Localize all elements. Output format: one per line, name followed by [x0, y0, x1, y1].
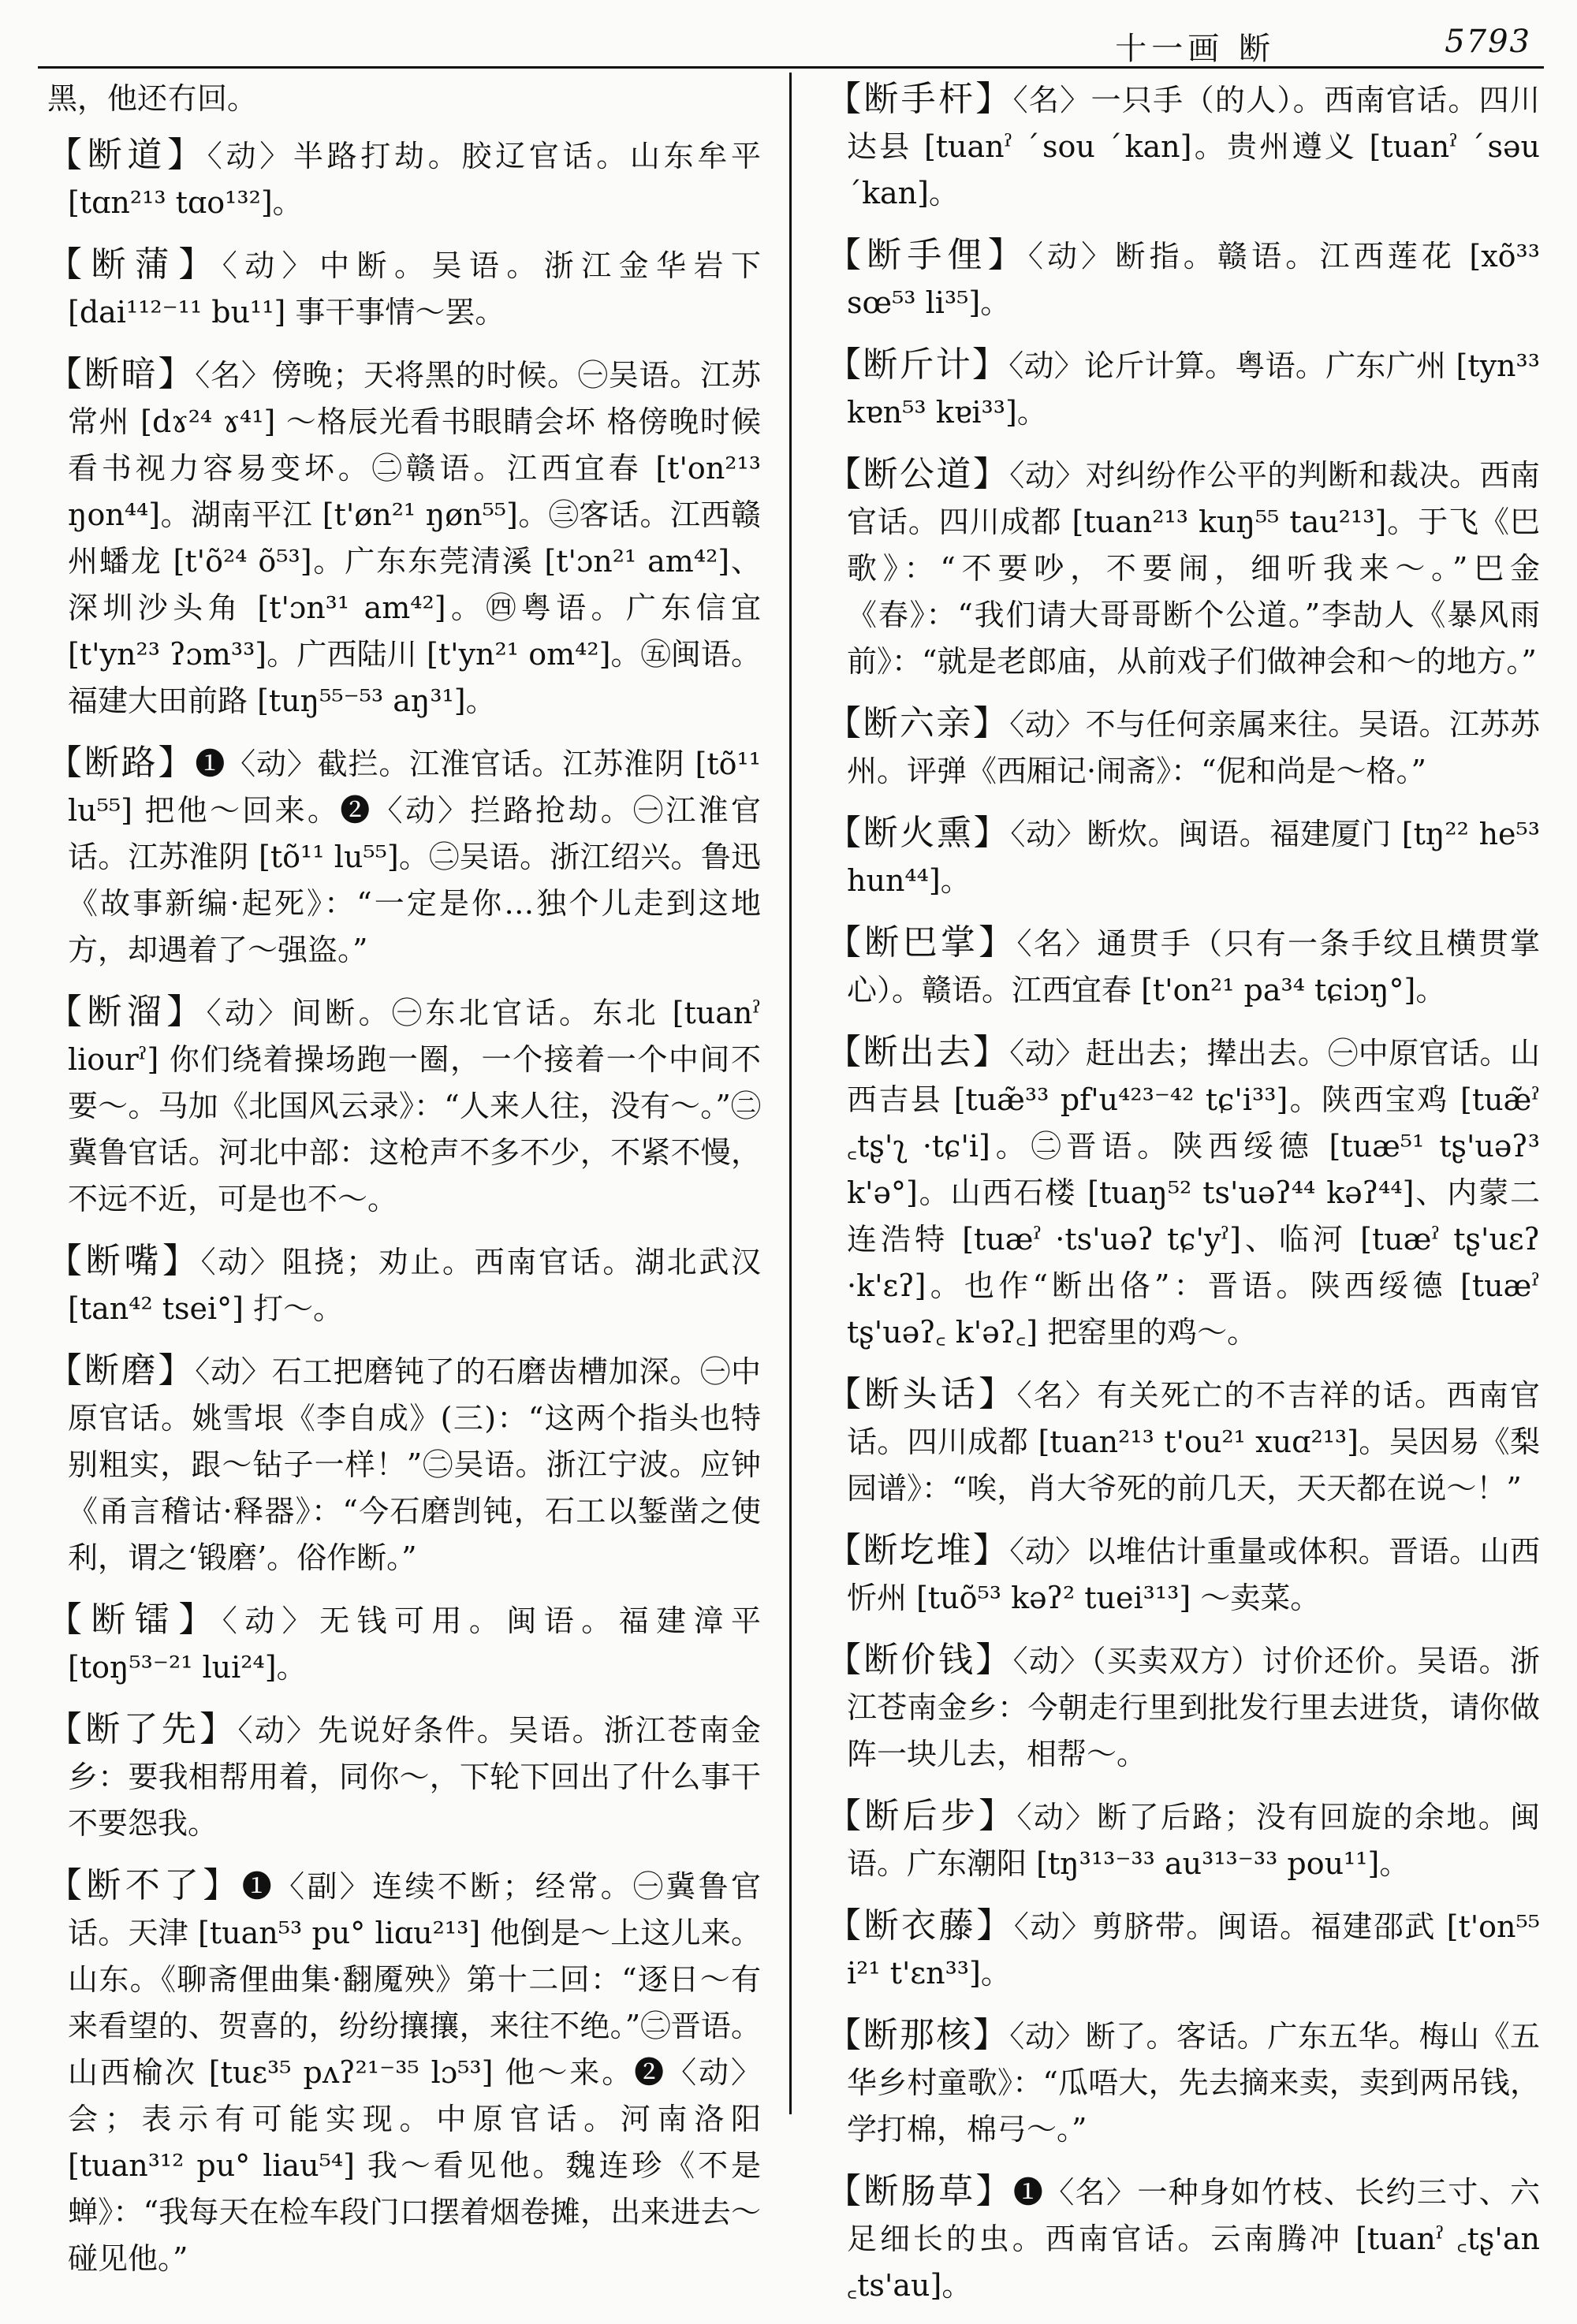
entry-definition: 〈动〉半路打劫。胶辽官话。山东牟平 [tɑn²¹³ tɑo¹³²]。 [68, 139, 761, 220]
entry-definition: 〈动〉间断。㊀东北官话。东北 [tuanˀ liourˀ] 你们绕着操场跑一圈，一个接着一个中间不要～。马加《北国风云录》：“人来人往，没有～。”㊁冀鲁官话。河北中部：这枪声不多不少，不紧不慢，不远不近，可是也不～。 [68, 996, 761, 1216]
entry-headword: 【断路】 [47, 743, 196, 783]
entry-definition: 〈动〉中断。吴语。浙江金华岩下 [dai¹¹²⁻¹¹ bu¹¹] 事干事情～罢。 [68, 248, 761, 330]
entry-headword: 【断巴掌】 [826, 922, 1017, 963]
dictionary-entry [826, 2012, 1540, 2153]
dictionary-entry [47, 1596, 761, 1691]
entry-definition: 〈名〉有关死亡的不吉祥的话。西南官话。四川成都 [tuan²¹³ t'ou²¹ xuɑ²¹³]。吴因易《梨园谱》：“唉，肖大爷死的前几天，天天都在说～！” [847, 1378, 1540, 1506]
entry-headword: 【断公道】 [826, 454, 1010, 494]
entry-headword: 【断道】 [47, 135, 207, 175]
dictionary-entry [47, 1862, 761, 2282]
entry-definition: 〈动〉无钱可用。闽语。福建漳平 [toŋ⁵³⁻²¹ lui²⁴]。 [68, 1603, 761, 1685]
entry-headword: 【断手杆】 [826, 79, 1013, 119]
right-entries [826, 76, 1540, 2309]
entry-definition: 〈动〉剪脐带。闽语。福建邵武 [t'on⁵⁵ i²¹ t'ɛn³³]。 [847, 1909, 1540, 1991]
page-header [0, 20, 1531, 65]
dictionary-entry [47, 351, 761, 724]
dictionary-entry [47, 989, 761, 1223]
entry-headword: 【断溜】 [47, 992, 207, 1032]
entry-headword: 【断手俚】 [826, 235, 1028, 275]
entry-definition: 〈动〉对纠纷作公平的判断和裁决。西南官话。四川成都 [tuan²¹³ kuŋ⁵⁵ tau²¹³]。于飞《巴歌》：“不要吵，不要闹，细听我来～。”巴金《春》：“我们请大哥哥断个公道。”李劼人《暴风雨前》：“就是老郎庙，从前戏子们做神会和～的地方。” [847, 458, 1540, 679]
dictionary-entry [47, 132, 761, 226]
entry-headword: 【断了先】 [47, 1709, 238, 1749]
dictionary-entry [826, 700, 1540, 795]
dictionary-entry [826, 2168, 1540, 2309]
entry-headword: 【断肠草】 [826, 2171, 1013, 2211]
dictionary-entry [47, 241, 761, 336]
dictionary-entry [826, 1793, 1540, 1887]
dictionary-entry [826, 232, 1540, 326]
entry-definition: 〈动〉以堆估计重量或体积。晋语。山西忻州 [tuõ⁵³ kəʔ² tuei³¹³] ～卖菜。 [847, 1534, 1540, 1615]
dictionary-entry [826, 1902, 1540, 1997]
entry-definition: 〈名〉一只手（的人）。西南官话。四川达县 [tuanˀ ˊsou ˊkan]。贵州遵义 [tuanˀ ˊsəu ˊkan]。 [847, 83, 1540, 210]
entry-definition: 〈动〉先说好条件。吴语。浙江苍南金乡：要我相帮用着，同你～，下轮下回出了什么事干不要怨我。 [68, 1713, 761, 1841]
dictionary-entry [826, 76, 1540, 217]
entry-definition: 〈名〉通贯手（只有一条手纹且横贯掌心）。赣语。江西宜春 [t'on²¹ pa³⁴ tɕiɔŋ°]。 [847, 926, 1540, 1007]
dictionary-entry [826, 1029, 1540, 1356]
entry-definition: 〈动〉断了。客话。广东五华。梅山《五华乡村童歌》：“瓜唔大，先去摘来卖，卖到两吊钱，学打棉，棉弓～。” [847, 2019, 1540, 2147]
entry-definition: 〈动〉论斤计算。粤语。广东广州 [tyn³³ kɐn⁵³ kɐi³³]。 [847, 348, 1541, 430]
entry-headword: 【断暗】 [47, 354, 196, 394]
entry-definition: 〈动〉断指。赣语。江西莲花 [xõ³³ sœ⁵³ li³⁵]。 [847, 239, 1540, 320]
page-number: 5793 [1445, 24, 1531, 60]
entry-definition: 〈动〉断了后路；没有回旋的余地。闽语。广东潮阳 [tŋ³¹³⁻³³ au³¹³⁻³³ pou¹¹]。 [847, 1800, 1540, 1881]
entry-definition: ❶〈副〉连续不断；经常。㊀冀鲁官话。天津 [tuan⁵³ pu° liɑu²¹³] 他倒是～上这儿来。山东。《聊斋俚曲集·翻魇殃》第十二回：“逐日～有来看望的、贺喜的，纷纷攘攘，来往不绝。”㊁晋语。山西榆次 [tuɛ³⁵ pʌʔ²¹⁻³⁵ lɔ⁵³] 他～来。❷〈动〉会；表示有可能实现。中原官话。河南洛阳 [tuan³¹² pu° liau⁵⁴] 我～看见他。魏连珍《不是蝉》：“我每天在检车段门口摆着烟卷摊，出来进去～碰见他。” [68, 1869, 761, 2276]
entry-definition: ❶〈名〉一种身如竹枝、长约三寸、六足细长的虫。西南官话。云南腾冲 [tuanˀ ꜀tʂ'an ꜀ts'au]。 [847, 2175, 1540, 2303]
entry-headword: 【断那核】 [826, 2015, 1010, 2055]
entry-definition: 〈动〉不与任何亲属来往。吴语。江苏苏州。评弹《西厢记·闹斋》：“伲和尚是～格。” [847, 707, 1540, 788]
section-heading: 十一画 断 [1115, 31, 1275, 67]
entry-headword: 【断圪堆】 [826, 1530, 1010, 1570]
entry-headword: 【断六亲】 [826, 703, 1010, 743]
entry-headword: 【断价钱】 [826, 1640, 1013, 1680]
right-column [826, 76, 1540, 2324]
entry-headword: 【断头话】 [826, 1374, 1017, 1414]
dictionary-entry [47, 1706, 761, 1847]
entry-headword: 【断后步】 [826, 1796, 1017, 1836]
column-divider [789, 73, 792, 2114]
entry-headword: 【断蒲】 [47, 244, 222, 285]
left-column [47, 76, 761, 2297]
entry-definition: 〈动〉石工把磨钝了的石磨齿槽加深。㊀中原官话。姚雪垠《李自成》(三)：“这两个指头也特别粗实，跟～钻子一样！”㊁吴语。浙江宁波。应钟《甬言稽诂·释器》：“今石磨剀钝，石工以錾凿之使利，谓之‘锻磨’。俗作断。” [68, 1354, 761, 1575]
header-rule [38, 66, 1544, 69]
dictionary-entry [826, 341, 1540, 436]
entry-headword: 【断不了】 [47, 1865, 242, 1905]
entry-definition: 〈动〉阻挠；劝止。西南官话。湖北武汉 [tan⁴² tsei°] 打～。 [68, 1245, 761, 1326]
entry-headword: 【断斤计】 [826, 345, 1009, 385]
entry-definition: ❶〈动〉截拦。江淮官话。江苏淮阴 [tõ¹¹ lu⁵⁵] 把他～回来。❷〈动〉拦路抢劫。㊀江淮官话。江苏淮阴 [tõ¹¹ lu⁵⁵]。㊁吴语。浙江绍兴。鲁迅《故事新编·起死》：“一定是你…独个儿走到这地方，却遇着了～强盗。” [68, 747, 761, 967]
entry-headword: 【断镭】 [47, 1600, 222, 1640]
entry-definition: 〈名〉傍晚；天将黑的时候。㊀吴语。江苏常州 [dɤ²⁴ ɤ⁴¹] ～格辰光看书眼睛会坏 格傍晚时候看书视力容易变坏。㊁赣语。江西宜春 [t'on²¹³ ŋon⁴⁴]。湖南平江 [t'øn²¹ ŋøn⁵⁵]。㊂客话。江西赣州蟠龙 [t'õ²⁴ õ⁵³]。广东东莞清溪 [t'ɔn²¹ am⁴²]、深圳沙头角 [t'ɔn³¹ am⁴²]。㊃粤语。广东信宜 [t'yn²³ ʔɔm³³]。广西陆川 [t'yn²¹ om⁴²]。㊄闽语。福建大田前路 [tuŋ⁵⁵⁻⁵³ aŋ³¹]。 [68, 358, 761, 718]
dictionary-entry [826, 1527, 1540, 1622]
entry-headword: 【断出去】 [826, 1032, 1010, 1072]
dictionary-entry [47, 1347, 761, 1581]
dictionary-entry [826, 1371, 1540, 1512]
entry-headword: 【断嘴】 [47, 1241, 201, 1281]
entry-definition: 〈动〉赶出去；撵出去。㊀中原官话。山西吉县 [tuæ̃³³ pf'u⁴²³⁻⁴² tɕ'i³³]。陕西宝鸡 [tuæ̃ˀ ꜀tʂ'ʅ ·tɕ'i]。㊁晋语。陕西绥德 [tuæ⁵¹ tʂ'uəʔ³ k'ə°]。山西石楼 [tuaŋ⁵² ts'uəʔ⁴⁴ kəʔ⁴⁴]、内蒙二连浩特 [tuæˀ ·ts'uəʔ tɕ'yˀ]、临河 [tuæˀ tʂ'uɛʔ ·k'ɛʔ]。也作“断出佫”：晋语。陕西绥德 [tuæˀ tʂ'uəʔ꜀ k'əʔ꜀] 把窑里的鸡～。 [847, 1036, 1540, 1350]
dictionary-entry [47, 739, 761, 974]
entry-definition: 〈动〉（买卖双方）讨价还价。吴语。浙江苍南金乡：今朝走行里到批发行里去进货，请你做阵一块儿去，相帮～。 [847, 1644, 1540, 1771]
entry-headword: 【断磨】 [47, 1350, 196, 1391]
continuation-text: 黑，他还冇回。 [47, 81, 258, 116]
entry-headword: 【断衣藤】 [826, 1905, 1014, 1946]
left-entries [47, 132, 761, 2282]
dictionary-entry [826, 1637, 1540, 1778]
dictionary-entry [826, 810, 1540, 904]
entry-definition: 〈动〉断炊。闽语。福建厦门 [tŋ²² he⁵³ hun⁴⁴]。 [847, 817, 1540, 898]
dictionary-entry [826, 451, 1540, 685]
dictionary-entry [826, 919, 1540, 1014]
dictionary-entry [47, 1238, 761, 1332]
entry-headword: 【断火熏】 [826, 813, 1011, 853]
